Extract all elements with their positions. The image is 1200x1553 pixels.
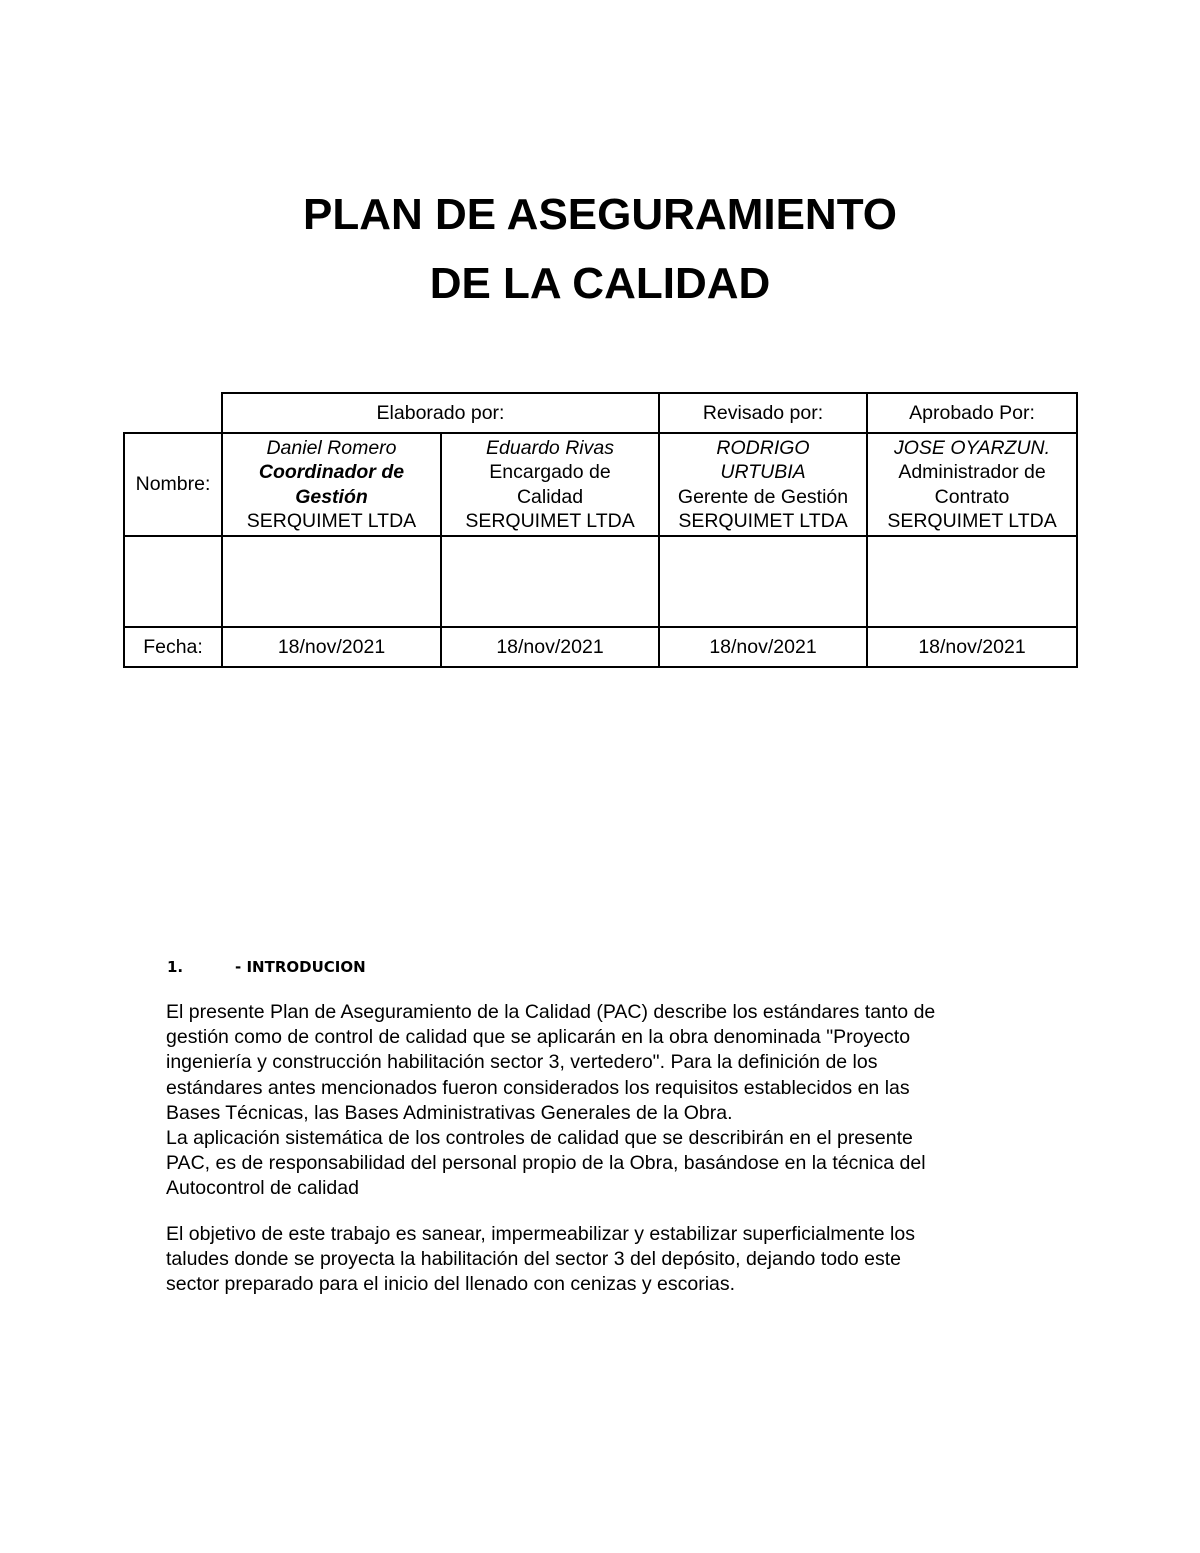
text-line: taludes donde se proyecta la habilitación del sector 3 del depósito, dejando todo este: [166, 1248, 902, 1271]
signature-table-name-row: [124, 433, 1077, 536]
person-role: Administrador de: [898, 461, 1046, 483]
revisado-header: Revisado por:: [659, 393, 867, 433]
text-line: sector preparado para el inicio del llenado con cenizas y escorias.: [166, 1273, 736, 1296]
text-line: El presente Plan de Aseguramiento de la Calidad (PAC) describe los estándares tanto de: [166, 1001, 936, 1023]
signature-table-signature-row: [124, 536, 1077, 627]
signature-cell-2: [441, 536, 659, 627]
date-cell-1: 18/nov/2021: [222, 627, 441, 667]
document-title-line-1: PLAN DE ASEGURAMIENTO: [302, 190, 898, 239]
person-cell-1: [222, 433, 441, 536]
person-company: SERQUIMET LTDA: [246, 510, 417, 532]
text-line: estándares antes mencionados fueron considerados los requisitos establecidos en las: [166, 1076, 910, 1099]
text-line: gestión como de control de calidad que se aplicarán en la obra denominada "Proyecto: [166, 1026, 911, 1049]
section-heading: [167, 958, 366, 976]
text-line: El objetivo de este trabajo es sanear, impermeabilizar y estabilizar superficialmente los: [166, 1223, 915, 1245]
person-name: Eduardo Rivas: [486, 436, 614, 459]
nombre-label: Nombre:: [124, 433, 222, 536]
section-number: 1.: [167, 958, 184, 976]
text-line: Autocontrol de calidad: [166, 1177, 359, 1200]
elaborado-header: Elaborado por:: [222, 393, 659, 433]
person-name: Daniel Romero: [266, 436, 397, 459]
text-line: Bases Técnicas, las Bases Administrativas Generales de la Obra.: [166, 1101, 733, 1124]
fecha-label: Fecha:: [124, 627, 222, 667]
intro-paragraph-2: [166, 1222, 1046, 1298]
text-line: La aplicación sistemática de los controles de calidad que se describirán en el presente: [166, 1127, 913, 1150]
person-name: URTUBIA: [720, 461, 806, 483]
person-name: JOSE OYARZUN.: [894, 436, 1051, 459]
person-role: Gestión: [295, 485, 368, 508]
signature-cell-1: [222, 536, 441, 627]
person-role: Encargado de: [489, 461, 611, 483]
person-cell-3: [659, 433, 867, 536]
signature-table-date-row: [124, 627, 1077, 667]
person-company: SERQUIMET LTDA: [465, 510, 635, 532]
signature-cell-3: [659, 536, 867, 627]
person-role: Coordinador de: [258, 461, 405, 483]
aprobado-header: Aprobado Por:: [867, 393, 1077, 433]
date-cell-3: 18/nov/2021: [659, 627, 867, 667]
person-cell-2: [441, 433, 659, 536]
signature-cell-4: [867, 536, 1077, 627]
person-role: Calidad: [516, 485, 584, 508]
intro-paragraph-1: [166, 1000, 1046, 1202]
empty-corner-cell: [124, 393, 222, 433]
person-role: Contrato: [934, 485, 1010, 508]
person-company: SERQUIMET LTDA: [887, 510, 1057, 532]
person-company: SERQUIMET LTDA: [678, 510, 848, 532]
text-line: ingeniería y construcción habilitación sector 3, vertedero". Para la definición de los: [166, 1051, 878, 1074]
signature-table: [123, 392, 1078, 668]
person-role: Gerente de Gestión: [677, 485, 849, 508]
date-cell-2: 18/nov/2021: [441, 627, 659, 667]
date-cell-4: 18/nov/2021: [867, 627, 1077, 667]
section-title: - INTRODUCION: [235, 958, 366, 976]
document-title-line-2: DE LA CALIDAD: [429, 259, 771, 308]
signature-table-header-row: [124, 393, 1077, 433]
signature-label-cell: [124, 536, 222, 627]
person-name: RODRIGO: [716, 436, 810, 459]
text-line: PAC, es de responsabilidad del personal propio de la Obra, basándose en la técnica del: [166, 1152, 926, 1175]
person-cell-4: [867, 433, 1077, 536]
